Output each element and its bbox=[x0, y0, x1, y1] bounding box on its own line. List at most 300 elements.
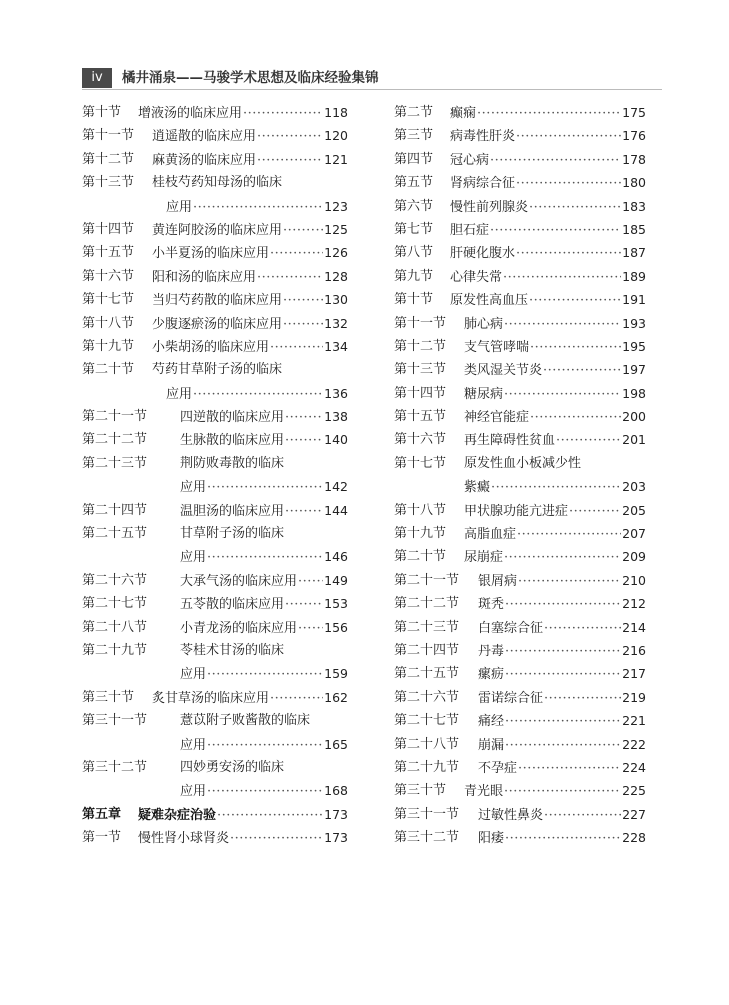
dot-leader bbox=[490, 219, 621, 242]
toc-page-number: 178 bbox=[622, 151, 646, 167]
toc-section-number: 第十五节 bbox=[394, 409, 447, 425]
toc-entry[interactable] bbox=[394, 709, 646, 732]
dot-leader bbox=[285, 500, 323, 523]
toc-section-number: 第二十二节 bbox=[394, 596, 460, 612]
toc-entry-title: 当归芍药散的临床应用 bbox=[152, 293, 283, 309]
toc-section-number: 第十二节 bbox=[82, 151, 135, 167]
dot-leader bbox=[569, 500, 621, 523]
toc-entry-title: 苓桂术甘汤的临床 bbox=[180, 642, 285, 658]
toc-section-number: 第三节 bbox=[394, 128, 434, 144]
toc-page-number: 183 bbox=[622, 198, 646, 214]
toc-entry[interactable] bbox=[394, 241, 646, 264]
toc-entry-title: 胆石症 bbox=[450, 222, 490, 238]
dot-leader bbox=[503, 266, 621, 289]
toc-page-number: 225 bbox=[622, 783, 646, 799]
toc-entry[interactable] bbox=[394, 171, 646, 194]
toc-page-number: 136 bbox=[324, 385, 348, 401]
toc-entry[interactable] bbox=[82, 358, 348, 381]
toc-entry-title: 阳和汤的临床应用 bbox=[152, 269, 257, 285]
toc-section-number: 第二十七节 bbox=[82, 596, 148, 612]
toc-chapter-entry[interactable] bbox=[82, 803, 348, 826]
dot-leader bbox=[544, 804, 621, 827]
toc-section-number: 第十六节 bbox=[394, 432, 447, 448]
toc-entry-title: 白塞综合征 bbox=[478, 620, 544, 636]
toc-entry-title: 四妙勇安汤的临床 bbox=[180, 759, 285, 775]
dot-leader bbox=[505, 593, 621, 616]
toc-entry[interactable] bbox=[394, 452, 646, 475]
dot-leader bbox=[257, 266, 323, 289]
toc-entry[interactable] bbox=[82, 639, 348, 662]
toc-section-number: 第二十一节 bbox=[82, 409, 148, 425]
toc-section-number: 第八节 bbox=[394, 245, 434, 261]
toc-page-number: 159 bbox=[324, 666, 348, 682]
toc-entry[interactable] bbox=[82, 101, 348, 124]
toc-entry-title: 薏苡附子败酱散的临床 bbox=[180, 713, 311, 729]
toc-section-number: 第十九节 bbox=[394, 526, 447, 542]
toc-section-number: 第十二节 bbox=[394, 338, 447, 354]
toc-entry-continuation[interactable] bbox=[82, 779, 348, 802]
toc-page-number: 142 bbox=[324, 479, 348, 495]
dot-leader bbox=[543, 359, 621, 382]
toc-entry-title: 肺心病 bbox=[464, 316, 504, 332]
toc-entry-continuation[interactable] bbox=[82, 382, 348, 405]
toc-page-number: 144 bbox=[324, 502, 348, 518]
toc-page-number: 123 bbox=[324, 198, 348, 214]
dot-leader bbox=[270, 336, 323, 359]
toc-section-number: 第二十七节 bbox=[394, 713, 460, 729]
toc-entry-title: 甘草附子汤的临床 bbox=[180, 526, 285, 542]
toc-section-number: 第九节 bbox=[394, 268, 434, 284]
dot-leader bbox=[518, 757, 621, 780]
toc-entry[interactable] bbox=[82, 218, 348, 241]
toc-entry[interactable] bbox=[394, 592, 646, 615]
toc-section-number: 第二十节 bbox=[394, 549, 447, 565]
toc-page-number: 132 bbox=[324, 315, 348, 331]
toc-page-number: 201 bbox=[622, 432, 646, 448]
toc-page-number: 121 bbox=[324, 151, 348, 167]
toc-entry[interactable] bbox=[394, 405, 646, 428]
toc-section-number: 第十六节 bbox=[82, 268, 135, 284]
dot-leader bbox=[504, 780, 621, 803]
toc-entry[interactable] bbox=[394, 662, 646, 685]
dot-leader bbox=[230, 827, 323, 850]
toc-entry[interactable] bbox=[394, 195, 646, 218]
toc-page-number: 130 bbox=[324, 292, 348, 308]
toc-entry[interactable] bbox=[82, 826, 348, 849]
toc-page-number: 212 bbox=[622, 596, 646, 612]
toc-section-number: 第五章 bbox=[82, 806, 122, 822]
toc-section-number: 第十七节 bbox=[394, 455, 447, 471]
toc-entry-title: 痛经 bbox=[478, 714, 505, 730]
toc-entry-title: 大承气汤的临床应用 bbox=[180, 573, 298, 589]
toc-entry-title: 应用 bbox=[180, 480, 207, 496]
toc-entry-title: 小柴胡汤的临床应用 bbox=[152, 339, 270, 355]
toc-entry[interactable] bbox=[394, 358, 646, 381]
toc-entry-title: 心律失常 bbox=[450, 269, 503, 285]
toc-section-number: 第三十一节 bbox=[82, 713, 148, 729]
toc-section-number: 第二十五节 bbox=[394, 666, 460, 682]
toc-page-number: 222 bbox=[622, 736, 646, 752]
toc-section-number: 第十八节 bbox=[394, 502, 447, 518]
toc-section-number: 第十节 bbox=[82, 105, 122, 120]
toc-page-number: 140 bbox=[324, 432, 348, 448]
toc-page-number: 221 bbox=[622, 713, 646, 729]
toc-section-number: 第二十二节 bbox=[82, 432, 148, 448]
toc-page-number: 205 bbox=[622, 502, 646, 518]
toc-entry-continuation[interactable] bbox=[394, 475, 646, 498]
toc-section-number: 第七节 bbox=[394, 221, 434, 237]
toc-page-number: 175 bbox=[622, 105, 646, 120]
toc-section-number: 第三十二节 bbox=[394, 830, 460, 846]
toc-entry-title: 芍药甘草附子汤的临床 bbox=[152, 362, 283, 378]
page-number: iv bbox=[82, 68, 112, 88]
toc-section-number: 第二节 bbox=[394, 105, 434, 120]
toc-page-number: 191 bbox=[622, 292, 646, 308]
toc-page-number: 200 bbox=[622, 409, 646, 425]
toc-entry[interactable] bbox=[394, 499, 646, 522]
toc-entry[interactable] bbox=[82, 405, 348, 428]
dot-leader bbox=[518, 570, 621, 593]
toc-page-number: 227 bbox=[622, 806, 646, 822]
toc-section-number: 第二十三节 bbox=[394, 619, 460, 635]
dot-leader bbox=[556, 429, 621, 452]
toc-entry-title: 温胆汤的临床应用 bbox=[180, 503, 285, 519]
toc-entry[interactable] bbox=[394, 101, 646, 124]
toc-entry-title: 原发性高血压 bbox=[450, 293, 529, 309]
toc-section-number: 第十七节 bbox=[82, 292, 135, 308]
toc-entry[interactable] bbox=[394, 522, 646, 545]
toc-entry[interactable] bbox=[394, 569, 646, 592]
dot-leader bbox=[270, 242, 323, 265]
dot-leader bbox=[516, 125, 621, 148]
toc-page-number: 217 bbox=[622, 666, 646, 682]
dot-leader bbox=[516, 172, 621, 195]
toc-entry-title: 原发性血小板减少性 bbox=[464, 455, 582, 471]
toc-entry-title: 阳痿 bbox=[478, 831, 505, 847]
toc-page-number: 193 bbox=[622, 315, 646, 331]
toc-entry-title: 小青龙汤的临床应用 bbox=[180, 620, 298, 636]
toc-section-number: 第六节 bbox=[394, 198, 434, 214]
dot-leader bbox=[257, 149, 323, 172]
toc-section-number: 第二十四节 bbox=[82, 502, 148, 518]
toc-page-number: 134 bbox=[324, 338, 348, 354]
toc-entry-title: 应用 bbox=[180, 784, 207, 800]
toc-entry-continuation[interactable] bbox=[82, 195, 348, 218]
toc-entry[interactable] bbox=[394, 733, 646, 756]
dot-leader bbox=[529, 196, 621, 219]
dot-leader bbox=[517, 523, 621, 546]
toc-section-number: 第二十六节 bbox=[82, 572, 148, 588]
toc-entry-title: 青光眼 bbox=[464, 784, 504, 800]
toc-entry-title: 支气管哮喘 bbox=[464, 339, 530, 355]
toc-page-number: 198 bbox=[622, 385, 646, 401]
toc-entry[interactable] bbox=[394, 312, 646, 335]
toc-page-number: 146 bbox=[324, 549, 348, 565]
toc-section-number: 第二十九节 bbox=[394, 759, 460, 775]
toc-entry-title: 桂枝芍药知母汤的临床 bbox=[152, 175, 283, 191]
toc-entry-title: 应用 bbox=[166, 199, 193, 215]
toc-entry[interactable] bbox=[394, 335, 646, 358]
toc-page-number: 153 bbox=[324, 596, 348, 612]
toc-entry[interactable] bbox=[394, 639, 646, 662]
toc-page-number: 228 bbox=[622, 830, 646, 846]
toc-entry[interactable] bbox=[394, 148, 646, 171]
toc-entry-title: 小半夏汤的临床应用 bbox=[152, 246, 270, 262]
toc-entry-title: 雷诺综合征 bbox=[478, 690, 544, 706]
toc-section-number: 第三十节 bbox=[82, 689, 135, 705]
toc-entry-title: 增液汤的临床应用 bbox=[138, 106, 243, 121]
toc-entry-title: 斑秃 bbox=[478, 597, 505, 613]
toc-entry-title: 瘰疬 bbox=[478, 667, 505, 683]
toc-entry-title: 高脂血症 bbox=[464, 527, 517, 543]
dot-leader bbox=[504, 313, 621, 336]
toc-section-number: 第十一节 bbox=[82, 128, 135, 144]
dot-leader bbox=[505, 734, 621, 757]
toc-entry-title: 崩漏 bbox=[478, 737, 505, 753]
toc-entry[interactable] bbox=[394, 265, 646, 288]
dot-leader bbox=[490, 149, 621, 172]
toc-entry-title: 紫癜 bbox=[464, 480, 491, 496]
toc-entry[interactable] bbox=[82, 148, 348, 171]
toc-entry-title: 四逆散的临床应用 bbox=[180, 410, 285, 426]
dot-leader bbox=[207, 734, 323, 757]
toc-page-number: 125 bbox=[324, 221, 348, 237]
dot-leader bbox=[544, 617, 621, 640]
toc-entry[interactable] bbox=[394, 686, 646, 709]
toc-section-number: 第四节 bbox=[394, 151, 434, 167]
toc-section-number: 第三十一节 bbox=[394, 806, 460, 822]
toc-section-number: 第三十二节 bbox=[82, 759, 148, 775]
toc-page-number: 128 bbox=[324, 268, 348, 284]
toc-entry-title: 不孕症 bbox=[478, 760, 518, 776]
toc-entry[interactable] bbox=[394, 288, 646, 311]
toc-entry-title: 五苓散的临床应用 bbox=[180, 597, 285, 613]
dot-leader bbox=[207, 663, 323, 686]
dot-leader bbox=[505, 640, 621, 663]
book-title: 橘井涌泉——马骏学术思想及临床经验集锦 bbox=[122, 70, 379, 86]
toc-page-number: 162 bbox=[324, 689, 348, 705]
toc-page-number: 173 bbox=[324, 830, 348, 846]
dot-leader bbox=[283, 289, 323, 312]
toc-page-number: 156 bbox=[324, 619, 348, 635]
toc-page-number: 187 bbox=[622, 245, 646, 261]
dot-leader bbox=[207, 476, 323, 499]
toc-entry[interactable] bbox=[82, 592, 348, 615]
toc-entry-title: 慢性前列腺炎 bbox=[450, 199, 529, 215]
dot-leader bbox=[298, 617, 323, 640]
toc-entry-title: 应用 bbox=[180, 550, 207, 566]
dot-leader bbox=[477, 102, 621, 125]
toc-section-number: 第二十五节 bbox=[82, 526, 148, 542]
toc-entry-title: 银屑病 bbox=[478, 573, 518, 589]
toc-entry[interactable] bbox=[394, 616, 646, 639]
dot-leader bbox=[504, 383, 621, 406]
toc-entry-title: 类风湿关节炎 bbox=[464, 363, 543, 379]
dot-leader bbox=[207, 546, 323, 569]
toc-section-number: 第十五节 bbox=[82, 245, 135, 261]
dot-leader bbox=[285, 593, 323, 616]
dot-leader bbox=[530, 336, 621, 359]
toc-section-number: 第十一节 bbox=[394, 315, 447, 331]
toc-page-number: 185 bbox=[622, 221, 646, 237]
toc-section-number: 第二十节 bbox=[82, 362, 135, 378]
toc-section-number: 第五节 bbox=[394, 175, 434, 191]
toc-entry-title: 肝硬化腹水 bbox=[450, 246, 516, 262]
toc-entry[interactable] bbox=[394, 545, 646, 568]
toc-entry[interactable] bbox=[394, 756, 646, 779]
toc-entry[interactable] bbox=[82, 265, 348, 288]
toc-page-number: 138 bbox=[324, 409, 348, 425]
toc-entry[interactable] bbox=[394, 803, 646, 826]
toc-entry-continuation[interactable] bbox=[82, 662, 348, 685]
toc-entry[interactable] bbox=[82, 335, 348, 358]
toc-entry-continuation[interactable] bbox=[82, 545, 348, 568]
toc-entry[interactable] bbox=[82, 616, 348, 639]
toc-section-number: 第十九节 bbox=[82, 338, 135, 354]
toc-entry-title: 神经官能症 bbox=[464, 410, 530, 426]
toc-entry-title: 黄连阿胶汤的临床应用 bbox=[152, 222, 283, 238]
dot-leader bbox=[505, 663, 621, 686]
dot-leader bbox=[270, 687, 323, 710]
dot-leader bbox=[544, 687, 621, 710]
toc-entry-title: 疑难杂症治验 bbox=[138, 807, 217, 823]
toc-entry[interactable] bbox=[82, 452, 348, 475]
toc-entry-title: 炙甘草汤的临床应用 bbox=[152, 690, 270, 706]
toc-entry-title: 应用 bbox=[166, 386, 193, 402]
toc-page-number: 126 bbox=[324, 245, 348, 261]
toc-section-number: 第十四节 bbox=[394, 385, 447, 401]
toc-page-number: 180 bbox=[622, 175, 646, 191]
toc-section-number: 第十四节 bbox=[82, 221, 135, 237]
toc-entry-title: 甲状腺功能亢进症 bbox=[464, 503, 569, 519]
dot-leader bbox=[285, 406, 323, 429]
toc-entry-title: 慢性肾小球肾炎 bbox=[138, 831, 230, 847]
toc-entry[interactable] bbox=[82, 569, 348, 592]
toc-section-number: 第二十三节 bbox=[82, 455, 148, 471]
toc-entry[interactable] bbox=[82, 124, 348, 147]
toc-section-number: 第二十六节 bbox=[394, 689, 460, 705]
toc-entry[interactable] bbox=[82, 312, 348, 335]
toc-entry[interactable] bbox=[394, 218, 646, 241]
toc-entry-title: 麻黄汤的临床应用 bbox=[152, 152, 257, 168]
dot-leader bbox=[504, 546, 621, 569]
toc-entry-title: 再生障碍性贫血 bbox=[464, 433, 556, 449]
toc-page-number: 219 bbox=[622, 689, 646, 705]
toc-entry[interactable] bbox=[394, 779, 646, 802]
toc-page-number: 207 bbox=[622, 526, 646, 542]
toc-entry[interactable] bbox=[82, 499, 348, 522]
dot-leader bbox=[207, 780, 323, 803]
toc-page-number: 189 bbox=[622, 268, 646, 284]
toc-page-number: 214 bbox=[622, 619, 646, 635]
toc-left-column bbox=[82, 101, 348, 850]
toc-page-number: 176 bbox=[622, 128, 646, 144]
toc-entry-title: 癫痫 bbox=[450, 106, 477, 121]
toc-entry[interactable] bbox=[82, 686, 348, 709]
toc-entry-title: 糖尿病 bbox=[464, 386, 504, 402]
toc-section-number: 第十八节 bbox=[82, 315, 135, 331]
toc-entry[interactable] bbox=[82, 756, 348, 779]
toc-page-number: 168 bbox=[324, 783, 348, 799]
dot-leader bbox=[243, 102, 323, 125]
toc-entry[interactable] bbox=[82, 428, 348, 451]
toc-entry[interactable] bbox=[394, 124, 646, 147]
toc-section-number: 第二十八节 bbox=[82, 619, 148, 635]
toc-entry-continuation[interactable] bbox=[82, 475, 348, 498]
toc-page-number: 209 bbox=[622, 549, 646, 565]
toc-page-number: 224 bbox=[622, 759, 646, 775]
toc-entry-title: 肾病综合征 bbox=[450, 176, 516, 192]
toc-page-number: 173 bbox=[324, 806, 348, 822]
toc-page-number: 197 bbox=[622, 362, 646, 378]
toc-section-number: 第一节 bbox=[82, 830, 122, 846]
dot-leader bbox=[298, 570, 323, 593]
toc-section-number: 第十三节 bbox=[394, 362, 447, 378]
toc-entry[interactable] bbox=[394, 382, 646, 405]
page-header bbox=[82, 68, 662, 88]
dot-leader bbox=[516, 242, 621, 265]
toc-entry-title: 荆防败毒散的临床 bbox=[180, 455, 285, 471]
dot-leader bbox=[193, 383, 323, 406]
toc-entry-title: 生脉散的临床应用 bbox=[180, 433, 285, 449]
header-divider bbox=[82, 89, 662, 90]
toc-section-number: 第二十八节 bbox=[394, 736, 460, 752]
toc-entry[interactable] bbox=[394, 826, 646, 849]
toc-entry[interactable] bbox=[82, 522, 348, 545]
dot-leader bbox=[217, 804, 323, 827]
toc-section-number: 第十节 bbox=[394, 292, 434, 308]
dot-leader bbox=[283, 313, 323, 336]
toc-entry-title: 病毒性肝炎 bbox=[450, 129, 516, 145]
dot-leader bbox=[193, 196, 323, 219]
toc-entry-title: 冠心病 bbox=[450, 152, 490, 168]
toc-entry[interactable] bbox=[82, 171, 348, 194]
dot-leader bbox=[285, 429, 323, 452]
dot-leader bbox=[505, 827, 621, 850]
toc-section-number: 第二十四节 bbox=[394, 642, 460, 658]
toc-entry[interactable] bbox=[394, 428, 646, 451]
toc-page-number: 120 bbox=[324, 128, 348, 144]
toc-entry-title: 尿崩症 bbox=[464, 550, 504, 566]
toc-entry-title: 应用 bbox=[180, 667, 207, 683]
toc-page-number: 210 bbox=[622, 572, 646, 588]
dot-leader bbox=[257, 125, 323, 148]
dot-leader bbox=[491, 476, 621, 499]
toc-section-number: 第二十一节 bbox=[394, 572, 460, 588]
dot-leader bbox=[530, 406, 621, 429]
toc-entry-title: 应用 bbox=[180, 737, 207, 753]
toc-section-number: 第二十九节 bbox=[82, 642, 148, 658]
toc-section-number: 第三十节 bbox=[394, 783, 447, 799]
toc-page-number: 165 bbox=[324, 736, 348, 752]
toc-entry-title: 丹毒 bbox=[478, 643, 505, 659]
dot-leader bbox=[529, 289, 621, 312]
toc-page-number: 149 bbox=[324, 572, 348, 588]
toc-entry-title: 逍遥散的临床应用 bbox=[152, 129, 257, 145]
toc-entry[interactable] bbox=[82, 241, 348, 264]
toc-entry[interactable] bbox=[82, 288, 348, 311]
toc-page-number: 203 bbox=[622, 479, 646, 495]
dot-leader bbox=[505, 710, 621, 733]
toc-entry[interactable] bbox=[82, 709, 348, 732]
toc-page-number: 118 bbox=[324, 105, 348, 120]
toc-entry-continuation[interactable] bbox=[82, 733, 348, 756]
toc-section-number: 第十三节 bbox=[82, 175, 135, 191]
toc-right-column bbox=[394, 101, 646, 850]
dot-leader bbox=[283, 219, 323, 242]
toc-entry-title: 少腹逐瘀汤的临床应用 bbox=[152, 316, 283, 332]
toc-entry-title: 过敏性鼻炎 bbox=[478, 807, 544, 823]
